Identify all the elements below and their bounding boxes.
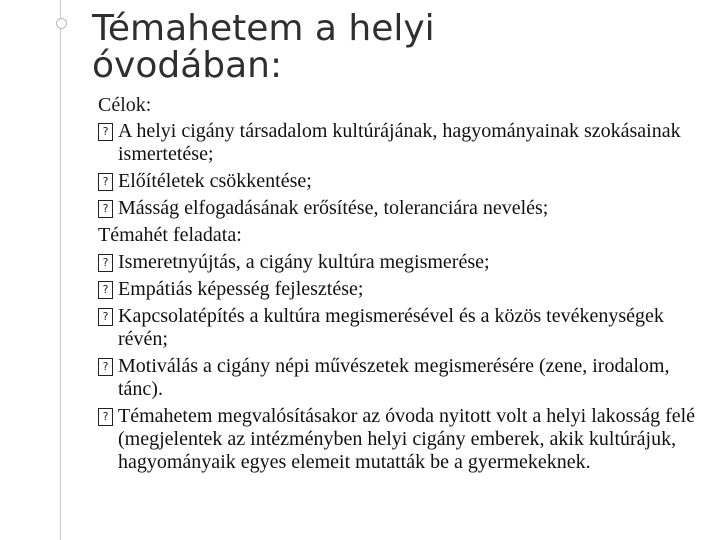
goal-item: [98, 197, 713, 220]
tasks-label: Témahét feladata:: [98, 224, 242, 246]
slide-title-line-2: óvodában:: [92, 45, 283, 86]
bullet-icon: ?: [98, 355, 118, 376]
goals-label: Célok:: [98, 94, 152, 116]
task-text: Empátiás képesség fejlesztése;: [118, 278, 364, 300]
bullet-icon: ?: [98, 251, 118, 272]
task-text: Motiválás a cigány népi művészetek megismerésére (zene, irodalom, tánc).: [118, 355, 670, 400]
task-item: [98, 405, 713, 474]
task-text: Kapcsolatépítés a kultúra megismerésével és a közös tevékenységek révén;: [118, 305, 664, 350]
goal-text: A helyi cigány társadalom kultúrájának, hagyományainak szokásainak ismertetése;: [118, 120, 681, 165]
slide-title-line-1: Témahetem a helyi: [92, 8, 435, 49]
decorative-circle: [56, 18, 67, 29]
bullet-icon: ?: [98, 170, 118, 191]
task-item: [98, 305, 713, 351]
goal-text: Másság elfogadásának erősítése, toleranciára nevelés;: [118, 197, 549, 219]
goal-item: [98, 170, 713, 193]
task-text: Ismeretnyújtás, a cigány kultúra megismerése;: [118, 251, 490, 273]
task-item: [98, 355, 713, 401]
slide-body: [98, 120, 713, 478]
bullet-icon: ?: [98, 120, 118, 141]
goal-item: [98, 120, 713, 166]
decorative-vertical-line: [60, 0, 61, 540]
bullet-icon: ?: [98, 197, 118, 218]
slide-title: [92, 10, 692, 84]
bullet-icon: ?: [98, 305, 118, 326]
task-item: [98, 278, 713, 301]
task-text: Témahetem megvalósításakor az óvoda nyitott volt a helyi lakosság felé (megjelentek az intézményben helyi cigány emberek, akik kultúrájuk, hagyományaik egyes elemeit mutatták be a gyermekeknek.: [118, 405, 696, 473]
bullet-icon: ?: [98, 405, 118, 426]
bullet-icon: ?: [98, 278, 118, 299]
goal-text: Előítéletek csökkentése;: [118, 170, 312, 192]
task-item: [98, 251, 713, 274]
